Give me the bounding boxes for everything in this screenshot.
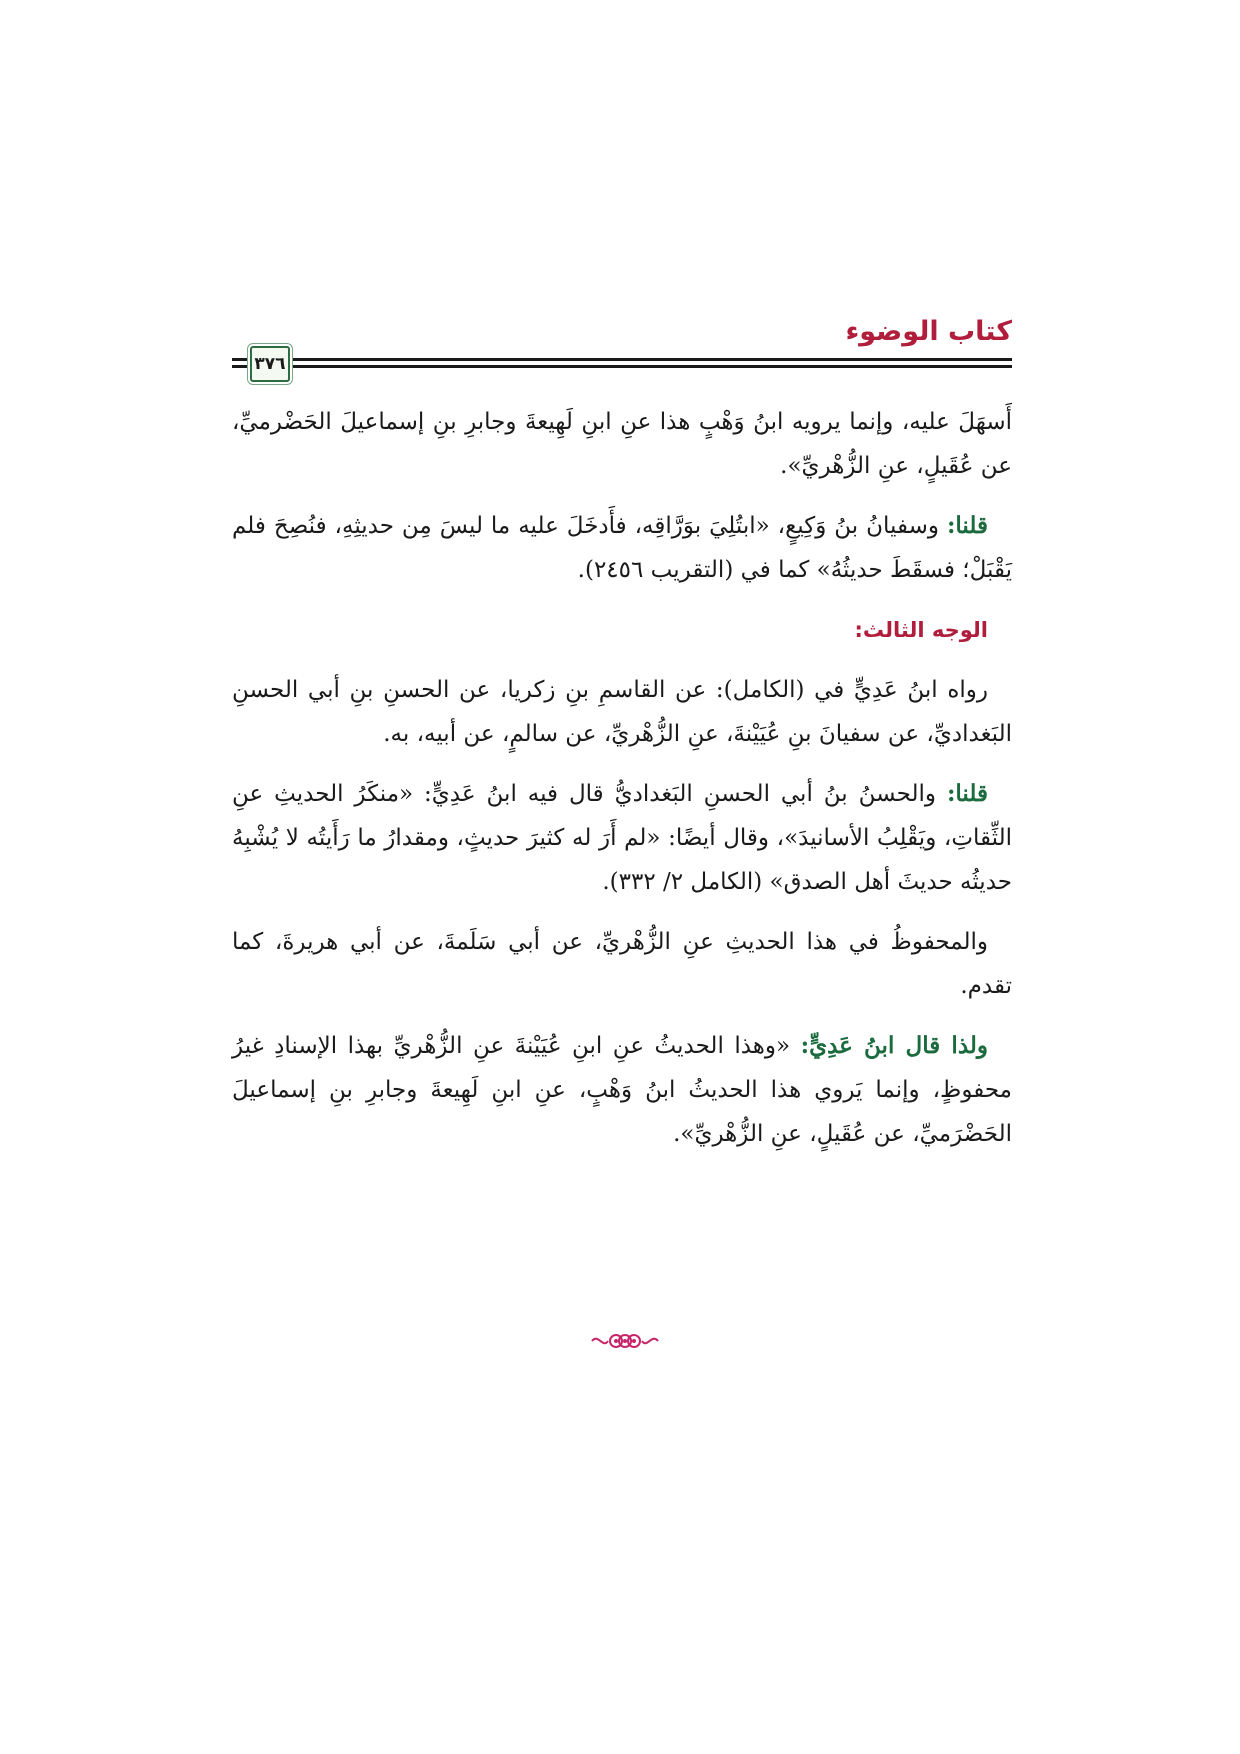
page-number: ٣٧٦ [254, 354, 286, 374]
paragraph-2 [232, 504, 1012, 592]
page-number-frame-icon [250, 346, 290, 382]
qulna-label: قلنا: [946, 512, 988, 539]
page-body [232, 400, 1012, 1172]
qulna-label: قلنا: [946, 780, 988, 807]
paragraph-5-text: والمحفوظُ في هذا الحديثِ عنِ الزُّهْريِّ، عن أبي سَلَمةَ، عن أبي هريرةَ، كما تقدم. [232, 929, 1012, 999]
paragraph-6 [232, 1024, 1012, 1156]
paragraph-4-text: والحسنُ بنُ أبي الحسنِ البَغداديُّ قال فيه ابنُ عَدِيٍّ: «منكَرُ الحديثِ عنِ الثِّقاتِ، ويَقْلِبُ الأسانيدَ»، وقال أيضًا: «لم أَرَ له كثيرَ حديثٍ، ومقدارُ ما رَأَيتُه لا يُشْبِهُ حديثُه حديثَ أهل الصدق» (الكامل ٢/ ٣٣٢). [232, 781, 1012, 895]
paragraph-1-text: أَسهَلَ عليه، وإنما يرويه ابنُ وَهْبٍ هذا عنِ ابنِ لَهِيعةَ وجابرِ بنِ إسماعيلَ الحَضْرميِّ، عن عُقَيلٍ، عنِ الزُّهْريِّ». [232, 409, 1012, 479]
header-rule-top [288, 358, 1012, 361]
section-heading: الوجه الثالث: [854, 618, 988, 642]
running-title: كتاب الوضوء [845, 316, 1012, 347]
paragraph-2-text: وسفيانُ بنُ وَكِيعٍ، «ابتُلِيَ بوَرَّاقِه، فأَدخَلَ عليه ما ليسَ مِن حديثِهِ، فنُصِحَ فلم يَقْبَلْ؛ فسقَطَ حديثُهُ» كما في (التقريب ٢٤٥٦). [232, 513, 1012, 583]
header-rule-bottom [288, 365, 1012, 368]
header-rule-left-top [232, 358, 248, 361]
page-header [232, 318, 1012, 384]
paragraph-3 [232, 668, 1012, 756]
paragraph-5 [232, 920, 1012, 1008]
ibn-adi-label: ولذا قال ابنُ عَدِيٍّ: [800, 1032, 989, 1059]
paragraph-4 [232, 772, 1012, 904]
paragraph-1 [232, 400, 1012, 488]
paragraph-6-text: «وهذا الحديثُ عنِ ابنِ عُيَيْنةَ عنِ الزُّهْريِّ بهذا الإسنادِ غيرُ محفوظٍ، وإنما يَروي هذا الحديثُ ابنُ وَهْبٍ، عنِ ابنِ لَهِيعةَ وجابرِ بنِ إسماعيلَ الحَضْرَميِّ، عن عُقَيلٍ، عنِ الزُّهْريِّ». [232, 1033, 1012, 1147]
section-end-ornament-icon [590, 1328, 660, 1354]
header-rule-left-bottom [232, 365, 248, 368]
paragraph-3-text: رواه ابنُ عَدِيٍّ في (الكامل): عن القاسمِ بنِ زكريا، عن الحسنِ بنِ أبي الحسنِ البَغداديِّ، عن سفيانَ بنِ عُيَيْنةَ، عنِ الزُّهْريِّ، عن سالمٍ، عن أبيه، به. [232, 677, 1012, 747]
